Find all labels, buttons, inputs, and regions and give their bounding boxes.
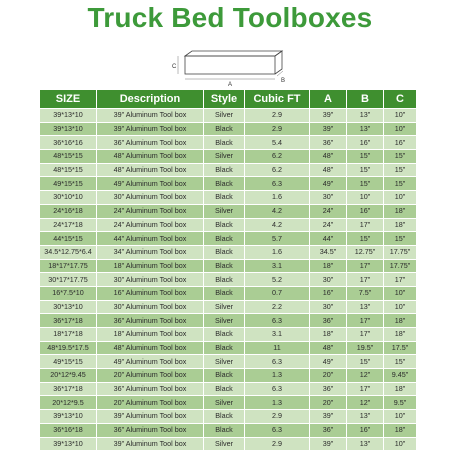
style-cell: Silver [204,301,244,314]
size-cell: 34.5*12.75*6.4 [40,246,96,259]
toolbox-diagram [170,44,290,88]
table-row [40,260,416,273]
table-row [40,383,416,396]
description-cell: 30" Aluminum Tool box [97,273,203,286]
dimension-c-cell: 10" [384,123,416,136]
header-style: Style [204,90,244,108]
dimension-a-cell: 39" [310,438,346,451]
size-cell: 36*16*18 [40,424,96,437]
dimension-b-cell: 15" [347,355,383,368]
style-cell: Black [204,177,244,190]
style-cell: Silver [204,109,244,122]
description-cell: 16" Aluminum Tool box [97,287,203,300]
table-row [40,191,416,204]
style-cell: Black [204,369,244,382]
description-cell: 48" Aluminum Tool box [97,164,203,177]
size-cell: 36*17*18 [40,383,96,396]
description-cell: 39" Aluminum Tool box [97,410,203,423]
description-cell: 18" Aluminum Tool box [97,328,203,341]
dimension-c-cell: 10" [384,191,416,204]
dimension-c-cell: 15" [384,232,416,245]
description-cell: 36" Aluminum Tool box [97,314,203,327]
style-cell: Black [204,383,244,396]
dimension-a-cell: 18" [310,328,346,341]
header-c: C [384,90,416,108]
dimension-c-cell: 16" [384,136,416,149]
cubic-ft-cell: 4.2 [245,205,309,218]
description-cell: 34" Aluminum Tool box [97,246,203,259]
dimension-c-cell: 15" [384,177,416,190]
style-cell: Black [204,136,244,149]
size-cell: 49*15*15 [40,177,96,190]
dimension-b-cell: 16" [347,205,383,218]
dimension-a-cell: 16" [310,287,346,300]
dimension-a-cell: 24" [310,205,346,218]
cubic-ft-cell: 2.9 [245,123,309,136]
dimension-label-b: B [281,78,286,84]
table-row [40,355,416,368]
header-size: SIZE [40,90,96,108]
dimension-c-cell: 18" [384,424,416,437]
table-row [40,109,416,122]
style-cell: Silver [204,314,244,327]
size-cell: 48*19.5*17.5 [40,342,96,355]
dimension-a-cell: 18" [310,260,346,273]
size-cell: 24*17*18 [40,219,96,232]
style-cell: Silver [204,438,244,451]
dimension-b-cell: 17" [347,260,383,273]
dimension-c-cell: 10" [384,287,416,300]
cubic-ft-cell: 1.6 [245,191,309,204]
toolbox-outline [185,51,282,74]
dimension-a-cell: 48" [310,164,346,177]
description-cell: 39" Aluminum Tool box [97,109,203,122]
dimension-c-cell: 9.5" [384,396,416,409]
dimension-b-cell: 16" [347,424,383,437]
dimension-b-cell: 13" [347,109,383,122]
description-cell: 49" Aluminum Tool box [97,177,203,190]
dimension-c-cell: 15" [384,355,416,368]
style-cell: Silver [204,396,244,409]
dimension-a-cell: 48" [310,342,346,355]
dimension-b-cell: 13" [347,301,383,314]
cubic-ft-cell: 6.2 [245,164,309,177]
style-cell: Black [204,273,244,286]
style-cell: Black [204,287,244,300]
cubic-ft-cell: 2.9 [245,109,309,122]
table-row [40,219,416,232]
cubic-ft-cell: 11 [245,342,309,355]
dimension-c-cell: 18" [384,219,416,232]
cubic-ft-cell: 6.3 [245,177,309,190]
dimension-a-cell: 30" [310,301,346,314]
table-row [40,314,416,327]
cubic-ft-cell: 3.1 [245,328,309,341]
size-cell: 18*17*18 [40,328,96,341]
table-row [40,123,416,136]
size-cell: 20*12*9.5 [40,396,96,409]
description-cell: 30" Aluminum Tool box [97,301,203,314]
description-cell: 20" Aluminum Tool box [97,396,203,409]
style-cell: Black [204,260,244,273]
dimension-c-cell: 10" [384,109,416,122]
dimension-c-cell: 18" [384,328,416,341]
toolbox-specs-table [39,89,417,451]
description-cell: 39" Aluminum Tool box [97,438,203,451]
description-cell: 20" Aluminum Tool box [97,369,203,382]
style-cell: Black [204,232,244,245]
table-row [40,287,416,300]
dimension-c-cell: 15" [384,164,416,177]
cubic-ft-cell: 6.3 [245,314,309,327]
style-cell: Silver [204,150,244,163]
description-cell: 44" Aluminum Tool box [97,232,203,245]
table-row [40,396,416,409]
dimension-b-cell: 17" [347,383,383,396]
header-b: B [347,90,383,108]
dimension-a-cell: 36" [310,136,346,149]
dimension-a-cell: 34.5" [310,246,346,259]
dimension-b-cell: 10" [347,191,383,204]
size-cell: 49*15*15 [40,355,96,368]
size-cell: 44*15*15 [40,232,96,245]
dimension-c-cell: 18" [384,205,416,218]
header-a: A [310,90,346,108]
cubic-ft-cell: 2.2 [245,301,309,314]
dimension-b-cell: 13" [347,438,383,451]
dimension-a-cell: 44" [310,232,346,245]
dimension-b-cell: 12.75" [347,246,383,259]
dimension-a-cell: 39" [310,410,346,423]
description-cell: 48" Aluminum Tool box [97,150,203,163]
description-cell: 39" Aluminum Tool box [97,123,203,136]
size-cell: 30*17*17.75 [40,273,96,286]
dimension-a-cell: 30" [310,191,346,204]
cubic-ft-cell: 6.3 [245,383,309,396]
dimension-a-cell: 39" [310,109,346,122]
size-cell: 16*7.5*10 [40,287,96,300]
table-row [40,342,416,355]
cubic-ft-cell: 6.2 [245,150,309,163]
style-cell: Black [204,424,244,437]
dimension-b-cell: 7.5" [347,287,383,300]
cubic-ft-cell: 4.2 [245,219,309,232]
table-row [40,273,416,286]
size-cell: 20*12*9.45 [40,369,96,382]
dimension-a-cell: 48" [310,150,346,163]
size-cell: 39*13*10 [40,123,96,136]
dimension-b-cell: 17" [347,328,383,341]
table-row [40,150,416,163]
table-row [40,164,416,177]
table-row [40,438,416,451]
dimension-c-cell: 17.75" [384,246,416,259]
table-row [40,369,416,382]
description-cell: 36" Aluminum Tool box [97,136,203,149]
cubic-ft-cell: 5.4 [245,136,309,149]
dimension-c-cell: 15" [384,150,416,163]
table-row [40,136,416,149]
cubic-ft-cell: 1.3 [245,396,309,409]
dimension-a-cell: 20" [310,369,346,382]
style-cell: Black [204,123,244,136]
dimension-b-cell: 17" [347,314,383,327]
cubic-ft-cell: 2.9 [245,410,309,423]
cubic-ft-cell: 5.2 [245,273,309,286]
size-cell: 48*15*15 [40,164,96,177]
dimension-a-cell: 30" [310,273,346,286]
style-cell: Black [204,328,244,341]
cubic-ft-cell: 1.3 [245,369,309,382]
table-row [40,232,416,245]
description-cell: 36" Aluminum Tool box [97,424,203,437]
style-cell: Black [204,191,244,204]
table-row [40,424,416,437]
cubic-ft-cell: 0.7 [245,287,309,300]
style-cell: Black [204,246,244,259]
dimension-a-cell: 36" [310,314,346,327]
dimension-b-cell: 12" [347,369,383,382]
size-cell: 24*16*18 [40,205,96,218]
size-cell: 36*16*16 [40,136,96,149]
dimension-b-cell: 15" [347,177,383,190]
dimension-label-c: C [172,64,177,70]
table-row [40,328,416,341]
header-description: Description [97,90,203,108]
dimension-c-cell: 17" [384,273,416,286]
header-cubic-ft: Cubic FT [245,90,309,108]
dimension-b-cell: 15" [347,164,383,177]
dimension-c-cell: 10" [384,410,416,423]
cubic-ft-cell: 6.3 [245,355,309,368]
description-cell: 18" Aluminum Tool box [97,260,203,273]
style-cell: Black [204,410,244,423]
size-cell: 30*13*10 [40,301,96,314]
page-title: Truck Bed Toolboxes [87,2,373,33]
dimension-b-cell: 12" [347,396,383,409]
dimension-c-cell: 9.45" [384,369,416,382]
dimension-a-cell: 36" [310,383,346,396]
size-cell: 30*10*10 [40,191,96,204]
description-cell: 24" Aluminum Tool box [97,205,203,218]
size-cell: 39*13*10 [40,109,96,122]
cubic-ft-cell: 5.7 [245,232,309,245]
cubic-ft-cell: 2.9 [245,438,309,451]
description-cell: 49" Aluminum Tool box [97,355,203,368]
style-cell: Silver [204,355,244,368]
cubic-ft-cell: 1.6 [245,246,309,259]
description-cell: 36" Aluminum Tool box [97,383,203,396]
dimension-c-cell: 10" [384,301,416,314]
dimension-b-cell: 15" [347,150,383,163]
cubic-ft-cell: 6.3 [245,424,309,437]
table-row [40,246,416,259]
dimension-c-cell: 18" [384,314,416,327]
dimension-b-cell: 16" [347,136,383,149]
table-row [40,205,416,218]
description-cell: 30" Aluminum Tool box [97,191,203,204]
dimension-b-cell: 19.5" [347,342,383,355]
dimension-b-cell: 17" [347,219,383,232]
dimension-a-cell: 24" [310,219,346,232]
description-cell: 24" Aluminum Tool box [97,219,203,232]
table-header-row [40,90,416,108]
table-row [40,177,416,190]
style-cell: Black [204,164,244,177]
size-cell: 39*13*10 [40,438,96,451]
style-cell: Black [204,219,244,232]
table-row [40,301,416,314]
style-cell: Silver [204,205,244,218]
style-cell: Black [204,342,244,355]
dimension-c-cell: 17.75" [384,260,416,273]
size-cell: 36*17*18 [40,314,96,327]
table-row [40,410,416,423]
dimension-label-a: A [228,82,233,88]
dimension-a-cell: 49" [310,177,346,190]
table-body [40,109,416,450]
dimension-a-cell: 20" [310,396,346,409]
dimension-b-cell: 13" [347,410,383,423]
size-cell: 18*17*17.75 [40,260,96,273]
dimension-a-cell: 39" [310,123,346,136]
size-cell: 48*15*15 [40,150,96,163]
dimension-b-cell: 15" [347,232,383,245]
dimension-b-cell: 17" [347,273,383,286]
dimension-c-cell: 17.5" [384,342,416,355]
dimension-b-cell: 13" [347,123,383,136]
dimension-c-cell: 10" [384,438,416,451]
description-cell: 48" Aluminum Tool box [97,342,203,355]
dimension-a-cell: 49" [310,355,346,368]
dimension-a-cell: 36" [310,424,346,437]
size-cell: 39*13*10 [40,410,96,423]
dimension-c-cell: 18" [384,383,416,396]
cubic-ft-cell: 3.1 [245,260,309,273]
